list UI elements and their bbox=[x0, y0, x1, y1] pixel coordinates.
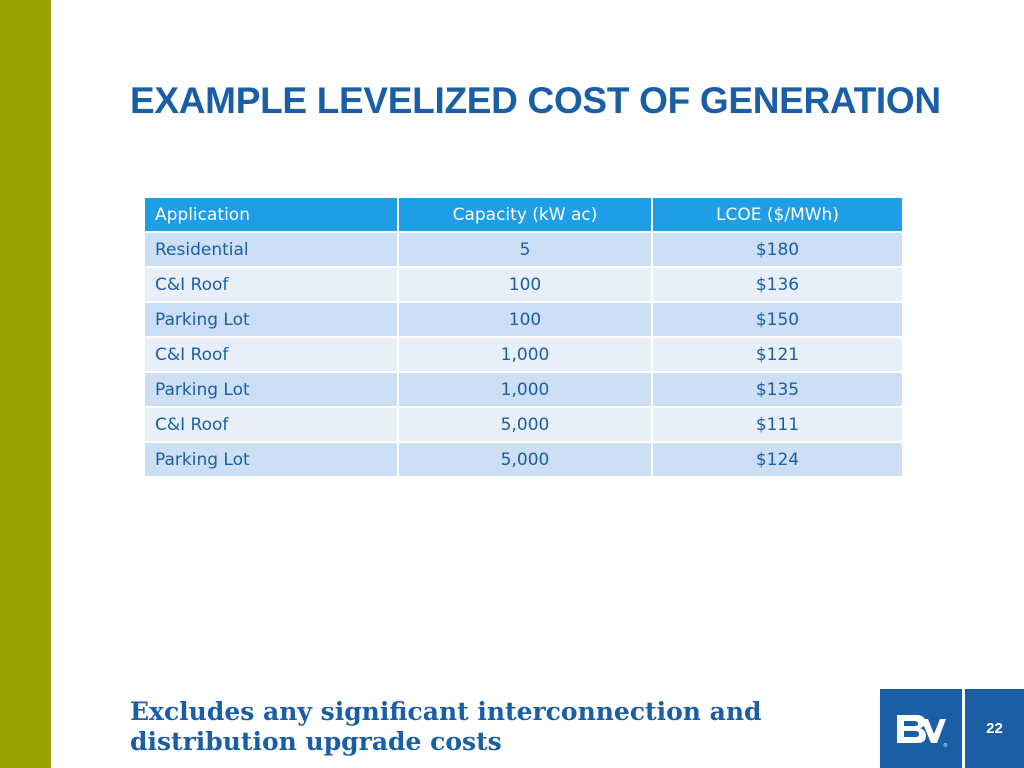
table-row bbox=[145, 233, 902, 266]
table-row bbox=[145, 408, 902, 441]
cell-application: C&I Roof bbox=[145, 338, 397, 371]
cell-application: Parking Lot bbox=[145, 443, 397, 476]
cell-application: C&I Roof bbox=[145, 408, 397, 441]
table-row bbox=[145, 303, 902, 336]
cell-capacity: 5,000 bbox=[399, 443, 651, 476]
cell-lcoe: $150 bbox=[653, 303, 902, 336]
bv-logo bbox=[880, 689, 962, 768]
side-accent-bar bbox=[0, 0, 51, 768]
cell-application: Residential bbox=[145, 233, 397, 266]
cell-capacity: 1,000 bbox=[399, 338, 651, 371]
cell-lcoe: $135 bbox=[653, 373, 902, 406]
cell-application: Parking Lot bbox=[145, 373, 397, 406]
cell-application: C&I Roof bbox=[145, 268, 397, 301]
cell-application: Parking Lot bbox=[145, 303, 397, 336]
footnote-line-1: Excludes any significant interconnection and bbox=[130, 697, 762, 726]
cell-capacity: 100 bbox=[399, 303, 651, 336]
header-lcoe: LCOE ($/MWh) bbox=[653, 198, 902, 231]
cell-capacity: 100 bbox=[399, 268, 651, 301]
header-capacity: Capacity (kW ac) bbox=[399, 198, 651, 231]
page-number: 22 bbox=[965, 689, 1024, 768]
lcoe-table bbox=[143, 196, 904, 478]
cell-capacity: 5 bbox=[399, 233, 651, 266]
slide-footnote bbox=[130, 697, 850, 757]
table-row bbox=[145, 373, 902, 406]
table-header-row bbox=[145, 198, 902, 231]
footnote-line-2: distribution upgrade costs bbox=[130, 727, 502, 756]
cell-lcoe: $124 bbox=[653, 443, 902, 476]
table-row bbox=[145, 443, 902, 476]
cell-lcoe: $136 bbox=[653, 268, 902, 301]
svg-text:®: ® bbox=[943, 742, 948, 749]
table-row bbox=[145, 338, 902, 371]
cell-lcoe: $121 bbox=[653, 338, 902, 371]
bv-logo-icon bbox=[893, 709, 949, 749]
cell-lcoe: $111 bbox=[653, 408, 902, 441]
cell-capacity: 1,000 bbox=[399, 373, 651, 406]
cell-capacity: 5,000 bbox=[399, 408, 651, 441]
header-application: Application bbox=[145, 198, 397, 231]
table-row bbox=[145, 268, 902, 301]
cell-lcoe: $180 bbox=[653, 233, 902, 266]
slide-title: EXAMPLE LEVELIZED COST OF GENERATION bbox=[130, 80, 941, 121]
